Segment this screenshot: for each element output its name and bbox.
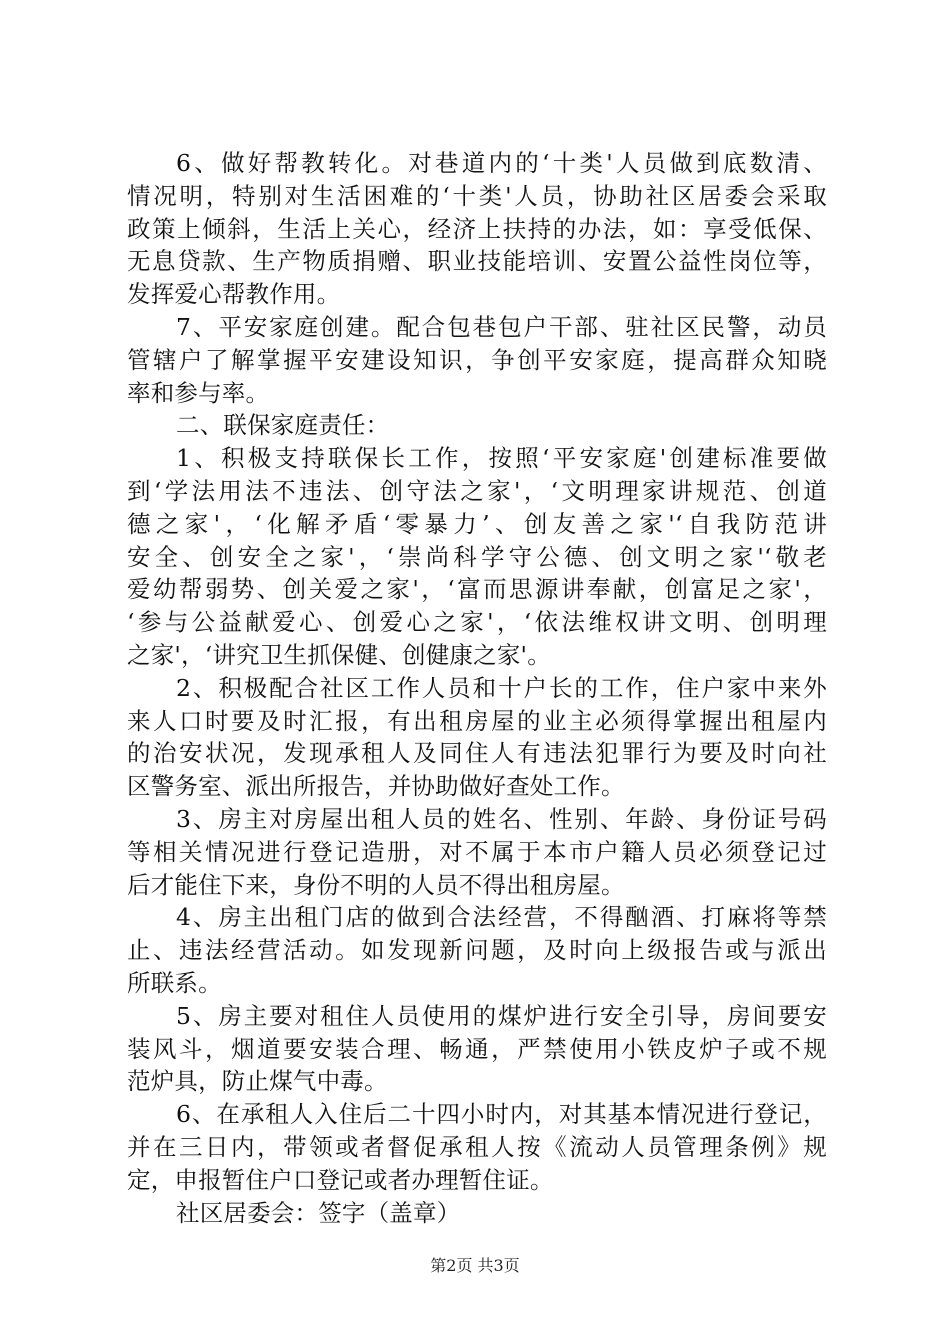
paragraph-6-line-5: 发挥爱心帮教作用。 [127, 280, 341, 309]
paragraph-6-line-2: 情况明，特别对生活困难的‘十类'人员，协助社区居委会采取 [127, 181, 827, 210]
paragraph-6-line-1: 6、做好帮教转化。对巷道内的‘十类'人员做到底数清、 [176, 149, 827, 177]
paragraph-7-line-1: 7、平安家庭创建。配合包巷包户干部、驻社区民警，动员 [176, 312, 827, 341]
item-4-line-3: 所联系。 [127, 968, 222, 997]
item-1-line-1: 1、积极支持联保长工作，按照‘平安家庭'创建标准要做 [176, 444, 827, 473]
paragraph-7-line-2: 管辖户了解掌握平安建设知识，争创平安家庭，提高群众知晓 [127, 345, 827, 374]
item-1-line-6: ‘参与公益献爱心、创爱心之家'，‘依法维权讲文明、创明理 [127, 608, 827, 637]
item-2-line-3: 的治安状况，发现承租人及同住人有违法犯罪行为要及时向社 [127, 739, 827, 768]
item-3-line-3: 后才能住下来，身份不明的人员不得出租房屋。 [127, 870, 625, 899]
item-3-line-1: 3、房主对房屋出租人员的姓名、性别、年龄、身份证号码 [176, 804, 827, 833]
item-6-line-1: 6、在承租人入住后二十四小时内，对其基本情况进行登记， [176, 1100, 827, 1129]
item-1-line-5: 爱幼帮弱势、创关爱之家'，‘富而思源讲奉献，创富足之家'， [127, 575, 827, 604]
paragraph-7-line-3: 率和参与率。 [127, 378, 270, 407]
document-body [127, 147, 827, 1229]
item-6-line-2: 并在三日内，带领或者督促承租人按《流动人员管理条例》规 [127, 1132, 827, 1161]
page-number: 第2页 共3页 [430, 1256, 520, 1275]
item-5-line-2: 装风斗，烟道要安装合理、畅通，严禁使用小铁皮炉子或不规 [127, 1034, 827, 1063]
item-1-line-3: 德之家'，‘化解矛盾‘零暴力’、创友善之家'‘自我防范讲 [127, 509, 827, 538]
item-5-line-1: 5、房主要对租住人员使用的煤炉进行安全引导，房间要安 [176, 1001, 827, 1030]
item-1-line-7: 之家'，‘讲究卫生抓保健、创健康之家'。 [127, 640, 551, 669]
item-4-line-1: 4、房主出租门店的做到合法经营，不得酗酒、打麻将等禁 [176, 903, 827, 932]
item-6-line-3: 定，申报暂住户口登记或者办理暂住证。 [127, 1165, 554, 1194]
paragraph-6-line-4: 无息贷款、生产物质捐赠、职业技能培训、安置公益性岗位等， [127, 247, 827, 276]
item-3-line-2: 等相关情况进行登记造册，对不属于本市户籍人员必须登记过 [127, 837, 827, 866]
signature-line: 社区居委会：签字（盖章） [176, 1198, 461, 1227]
item-2-line-2: 来人口时要及时汇报，有出租房屋的业主必须得掌握出租屋内 [127, 706, 827, 735]
item-2-line-1: 2、积极配合社区工作人员和十户长的工作，住户家中来外 [176, 673, 827, 702]
section-heading: 二、联保家庭责任： [176, 411, 390, 440]
item-1-line-4: 安全、创安全之家'，‘崇尚科学守公德、创文明之家'‘敬老 [127, 542, 827, 571]
paragraph-6-line-3: 政策上倾斜，生活上关心，经济上扶持的办法，如：享受低保、 [127, 214, 827, 243]
item-1-line-2: 到‘学法用法不违法、创守法之家'，‘文明理家讲规范、创道 [127, 476, 827, 505]
item-2-line-4: 区警务室、派出所报告，并协助做好查处工作。 [127, 772, 625, 801]
item-4-line-2: 止、违法经营活动。如发现新问题，及时向上级报告或与派出 [127, 936, 827, 965]
item-5-line-3: 范炉具，防止煤气中毒。 [127, 1067, 388, 1096]
